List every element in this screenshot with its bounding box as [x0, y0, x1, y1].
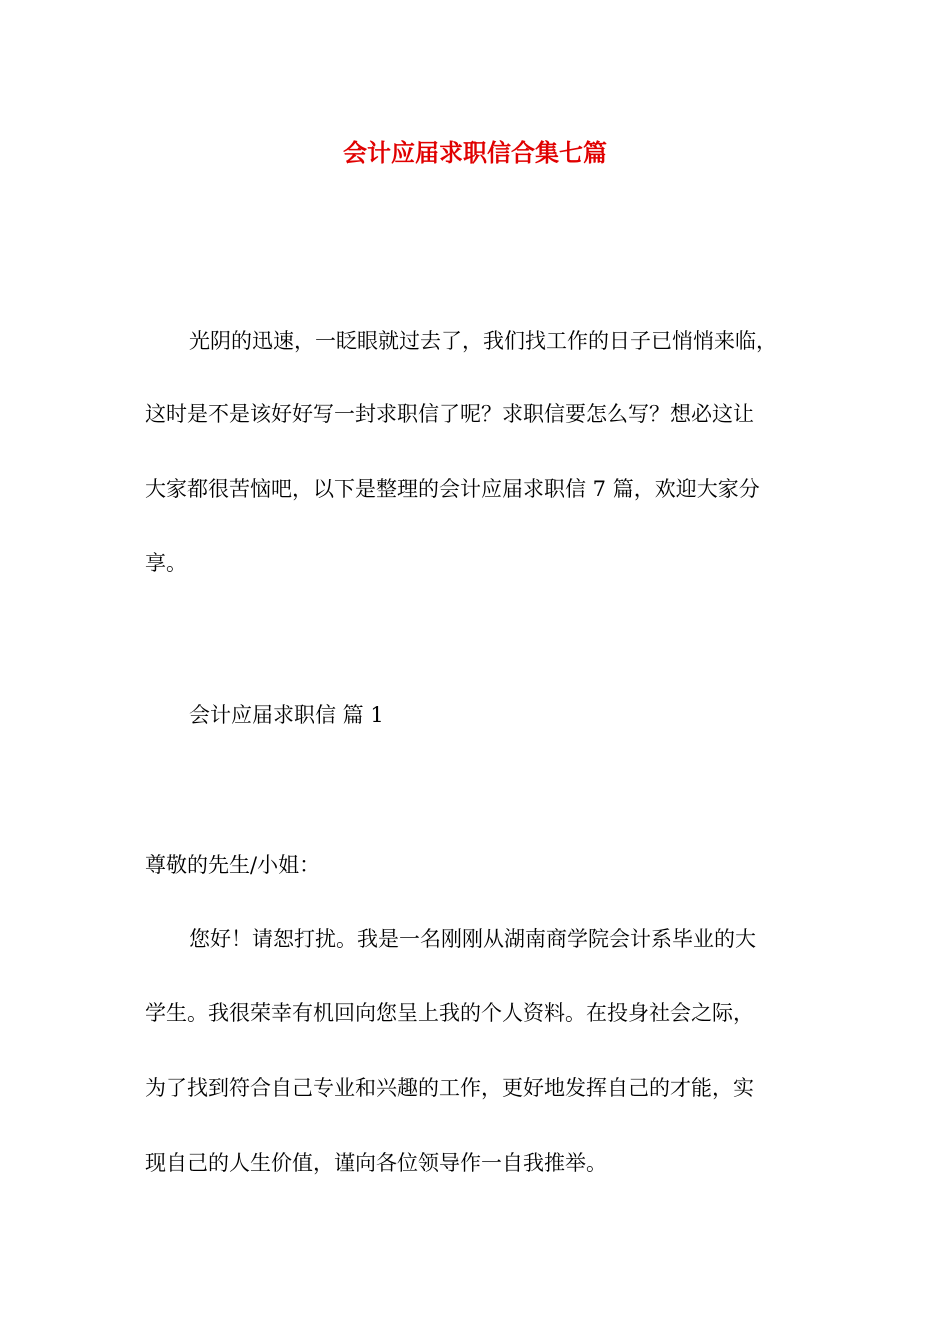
body-line: 您好！请恕打扰。我是一名刚刚从湖南商学院会计系毕业的大: [189, 927, 756, 951]
section-heading: 会计应届求职信 篇 1: [189, 703, 384, 727]
body-line: 现自己的人生价值，谨向各位领导作一自我推举。: [145, 1151, 607, 1175]
salutation: 尊敬的先生/小姐：: [145, 853, 321, 877]
intro-line: 享。: [145, 551, 187, 575]
intro-line: 光阴的迅速，一眨眼就过去了，我们找工作的日子已悄悄来临，: [189, 329, 777, 353]
intro-line: 大家都很苦恼吧，以下是整理的会计应届求职信 7 篇，欢迎大家分: [145, 477, 760, 501]
document-title: 会计应届求职信合集七篇: [343, 138, 607, 167]
body-line: 学生。我很荣幸有机回向您呈上我的个人资料。在投身社会之际，: [145, 1001, 754, 1025]
intro-line: 这时是不是该好好写一封求职信了呢？求职信要怎么写？想必这让: [145, 402, 754, 426]
body-line: 为了找到符合自己专业和兴趣的工作，更好地发挥自己的才能，实: [145, 1076, 754, 1100]
